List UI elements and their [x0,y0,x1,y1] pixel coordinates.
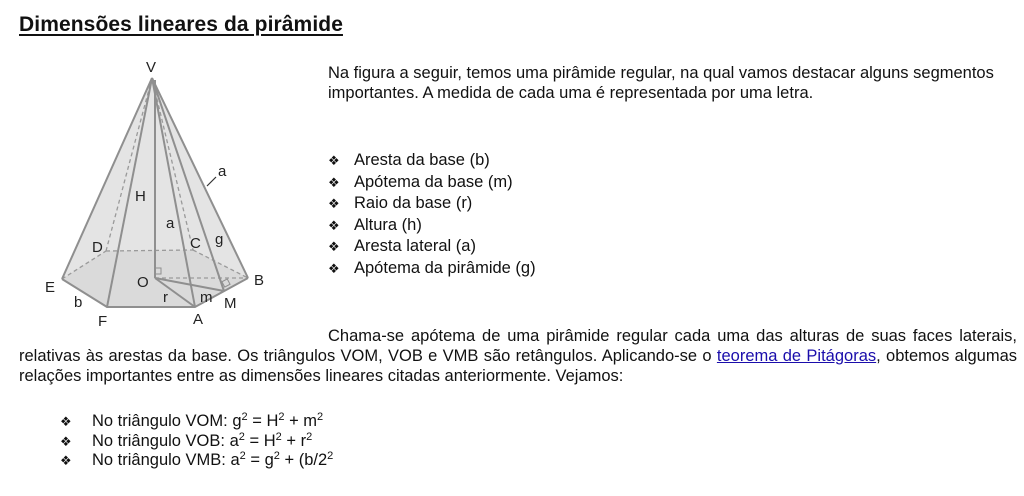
list-item: ❖ Apótema da base (m) [328,172,513,191]
label-O: O [137,274,149,291]
diamond-bullet-icon: ❖ [328,260,340,276]
diamond-bullet-icon: ❖ [60,414,72,430]
label-D: D [92,239,103,256]
diamond-bullet-icon: ❖ [328,153,340,169]
pythagorean-theorem-link[interactable]: teorema de Pitágoras [716,347,877,365]
diamond-bullet-icon: ❖ [60,433,72,449]
label-b: b [74,294,83,311]
list-item: ❖ Aresta lateral (a) [328,237,476,255]
relations-list [60,412,333,471]
apothem-paragraph: Chama-se apótema de uma pirâmide regular cada uma das alturas de suas faces laterais, relativas às arestas da base. Os triângulos VOM, VOB e VMB são retângulos. Aplicando-se o teorema de Pitágoras, obtemos algumas relações importantes entre as dimensões lineares citadas anteriormente. Vejamos: [19,327,1018,385]
page-title: Dimensões lineares da pirâmide [19,13,343,36]
relation-formula: No triângulo VOB: $a^2 = H^2 + r^2$ [92,430,313,450]
label-V: V [146,59,157,76]
measures-list [328,150,536,279]
label-a-inner: a [166,215,175,232]
list-item: ❖ Apótema da pirâmide (g) [328,258,536,277]
label-r: r [163,289,168,306]
label-m: m [200,289,213,306]
diamond-bullet-icon: ❖ [328,239,340,255]
relation-formula: No triângulo VOM: $g^2 = H^2 + m^2$ [92,411,324,430]
hexagonal-pyramid-diagram [20,52,320,337]
label-C: C [190,235,201,252]
pyramid-figure [20,52,320,337]
label-a-outer: a [218,163,227,180]
label-g: g [215,231,224,248]
diamond-bullet-icon: ❖ [328,174,340,190]
label-E: E [45,279,56,296]
list-item [60,451,333,471]
list-item: ❖ Altura (h) [328,215,422,234]
list-item: ❖ Raio da base (r) [328,194,473,212]
label-M: M [224,295,237,312]
diamond-bullet-icon: ❖ [328,217,340,233]
list-item: ❖ Aresta da base (b) [328,151,490,169]
label-F: F [98,313,108,330]
list-item [60,412,333,432]
label-A: A [193,311,204,328]
diamond-bullet-icon: ❖ [328,196,340,212]
list-item [60,432,333,452]
label-H: H [135,188,146,205]
diamond-bullet-icon: ❖ [60,453,72,469]
label-B: B [254,272,265,289]
relation-formula: No triângulo VMB: $a^2 = g^2 + (b/2^2$ [92,450,334,469]
intro-paragraph: Na figura a seguir, temos uma pirâmide regular, na qual vamos destacar alguns segmentos importantes. A medida de cada uma é representada por uma letra. [328,64,994,102]
